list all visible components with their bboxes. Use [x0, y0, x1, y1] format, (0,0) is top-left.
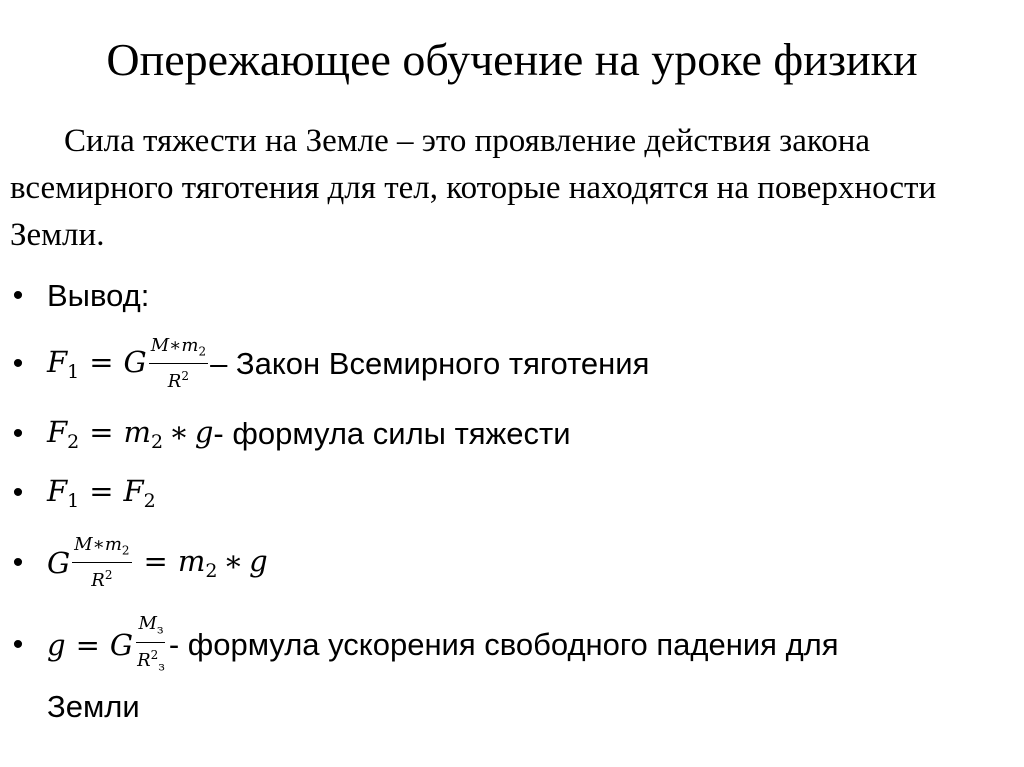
formula-f1-lhs: $F_1 = G$	[47, 345, 147, 383]
formula-gravitation-law	[47, 335, 649, 394]
formula-free-fall: g = G $\frac{M_з}{R^2_з}$ - формула ускорения свободного падения для	[47, 613, 839, 677]
gravitation-law-description: – Закон Всемирного тяготения	[210, 346, 650, 381]
intro-paragraph: Сила тяжести на Земле – это проявление действия закона всемирного тяготения для тел, которые находятся на поверхности Земли.	[10, 123, 937, 253]
conclusion-label: Вывод:	[47, 278, 150, 313]
formula-f2: $F_2 = m_2$ ∗ g	[47, 415, 214, 453]
bullet-icon: •	[12, 279, 24, 312]
bullet-icon: •	[12, 476, 24, 509]
formula-gravity-force	[47, 415, 571, 453]
gravity-force-description: - формула силы тяжести	[213, 416, 571, 451]
free-fall-description: - формула ускорения свободного падения для	[168, 627, 839, 662]
bullet-icon: •	[12, 546, 24, 579]
formula-substitution: G $\frac{M∗m_2}{R^2}$ = $m_2$ ∗ g	[47, 533, 268, 592]
fraction-earth-mass-over-radius: $\frac{M_з}{R^2_з}$	[137, 612, 165, 674]
bullet-icon: •	[12, 628, 24, 661]
free-fall-description-continued: Земли	[47, 689, 140, 724]
formula-equality: $F_1 = F_2$	[47, 474, 156, 512]
fraction-mass-over-radius: $\frac{M∗m_2}{R^2}$	[150, 334, 207, 393]
bullet-icon: •	[12, 347, 24, 380]
slide-title: Опережающее обучение на уроке физики	[106, 34, 918, 85]
fraction-mass-over-radius: $\frac{M∗m_2}{R^2}$	[74, 533, 130, 592]
bullet-icon: •	[12, 417, 24, 450]
